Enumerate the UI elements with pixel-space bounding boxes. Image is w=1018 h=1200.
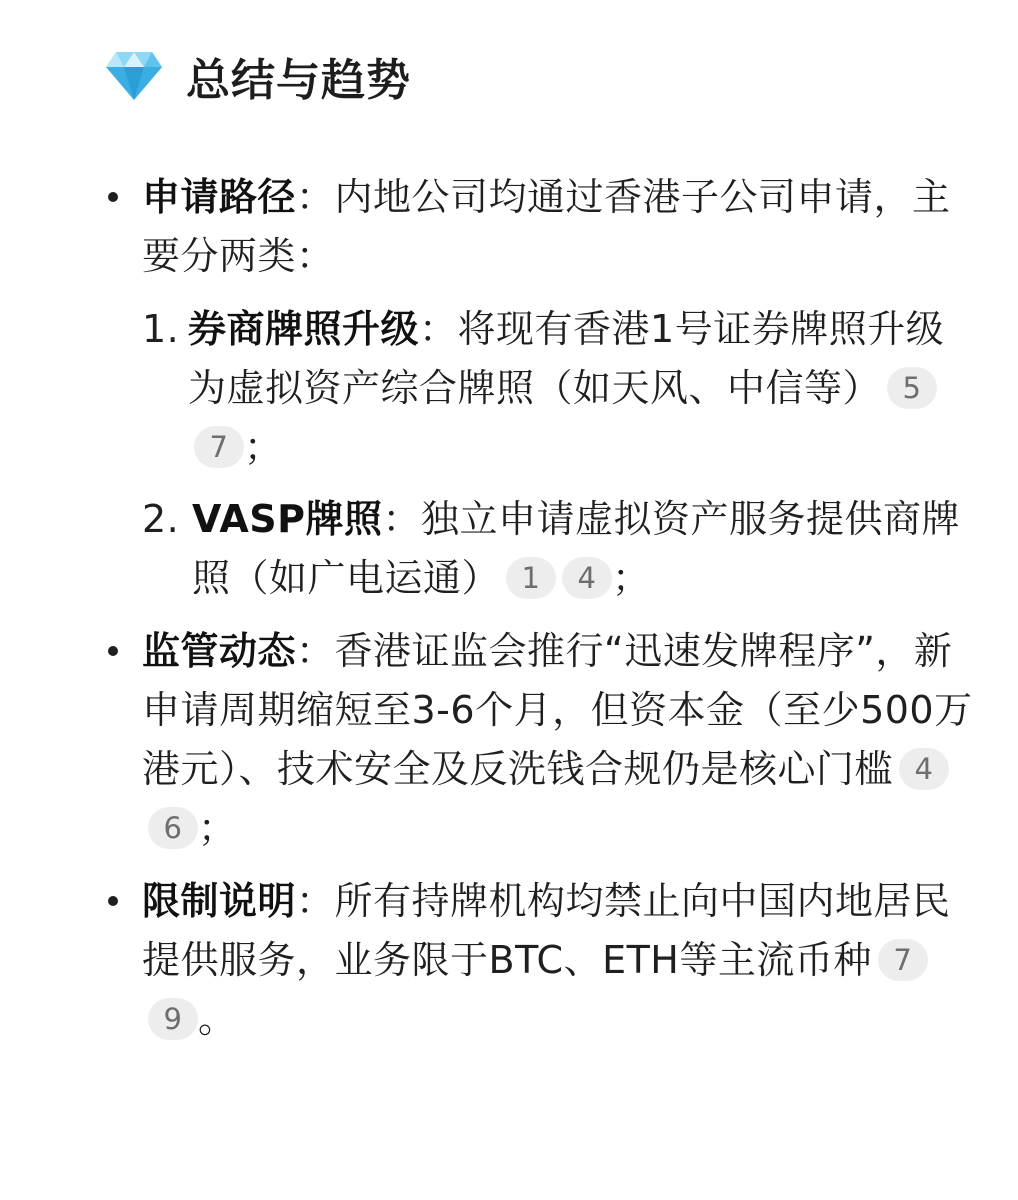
item-body: ：内地公司均通过香港子公司申请，主要分两类： (142, 175, 951, 278)
list-item-regulatory-updates (100, 622, 975, 858)
section-heading (104, 44, 411, 108)
bullet-dot (108, 646, 118, 656)
item-label: 申请路径 (142, 175, 297, 219)
item-label: VASP牌照 (192, 497, 383, 541)
diamond-icon (104, 50, 164, 102)
list-item-application-path (100, 168, 975, 608)
item-label: 限制说明 (142, 879, 297, 923)
bullet-dot (108, 896, 118, 906)
item-end-punct: 。 (198, 997, 237, 1041)
list-item-text (142, 872, 975, 1049)
item-body: ：独立申请虚拟资产服务提供商牌照（如广电运通） (192, 497, 960, 600)
sublist-item-vasp-license (142, 490, 975, 608)
item-number: 2. (142, 497, 180, 541)
list-item-restrictions (100, 872, 975, 1049)
numbered-sublist (142, 300, 975, 608)
citation-badge[interactable]: 7 (194, 426, 244, 468)
citation-badge[interactable]: 4 (899, 748, 949, 790)
sublist-item-broker-upgrade (142, 300, 975, 477)
item-body: ：所有持牌机构均禁止向中国内地居民提供服务，业务限于BTC、ETH等主流币种 (142, 879, 951, 982)
item-end-punct: ； (244, 425, 283, 469)
citation-badge[interactable]: 5 (887, 367, 937, 409)
section-title: 总结与趋势 (186, 55, 411, 106)
item-end-punct: ； (612, 556, 651, 600)
citation-badge[interactable]: 1 (506, 557, 556, 599)
citation-badge[interactable]: 7 (878, 939, 928, 981)
list-item-text (142, 622, 975, 858)
item-number: 1. (142, 307, 180, 351)
citation-badge[interactable]: 4 (562, 557, 612, 599)
list-item-text (142, 168, 975, 286)
item-body: ：香港证监会推行“迅速发牌程序”，新申请周期缩短至3-6个月，但资本金（至少500万港元）、技术安全及反洗钱合规仍是核心门槛 (142, 629, 973, 791)
item-body: ：将现有香港1号证券牌照升级为虚拟资产综合牌照（如天风、中信等） (188, 307, 945, 410)
summary-list (100, 168, 975, 1049)
bullet-dot (108, 192, 118, 202)
item-end-punct: ； (198, 806, 237, 850)
item-label: 监管动态 (142, 629, 297, 673)
citation-badge[interactable]: 9 (148, 998, 198, 1040)
item-label: 券商牌照升级 (188, 307, 420, 351)
citation-badge[interactable]: 6 (148, 807, 198, 849)
